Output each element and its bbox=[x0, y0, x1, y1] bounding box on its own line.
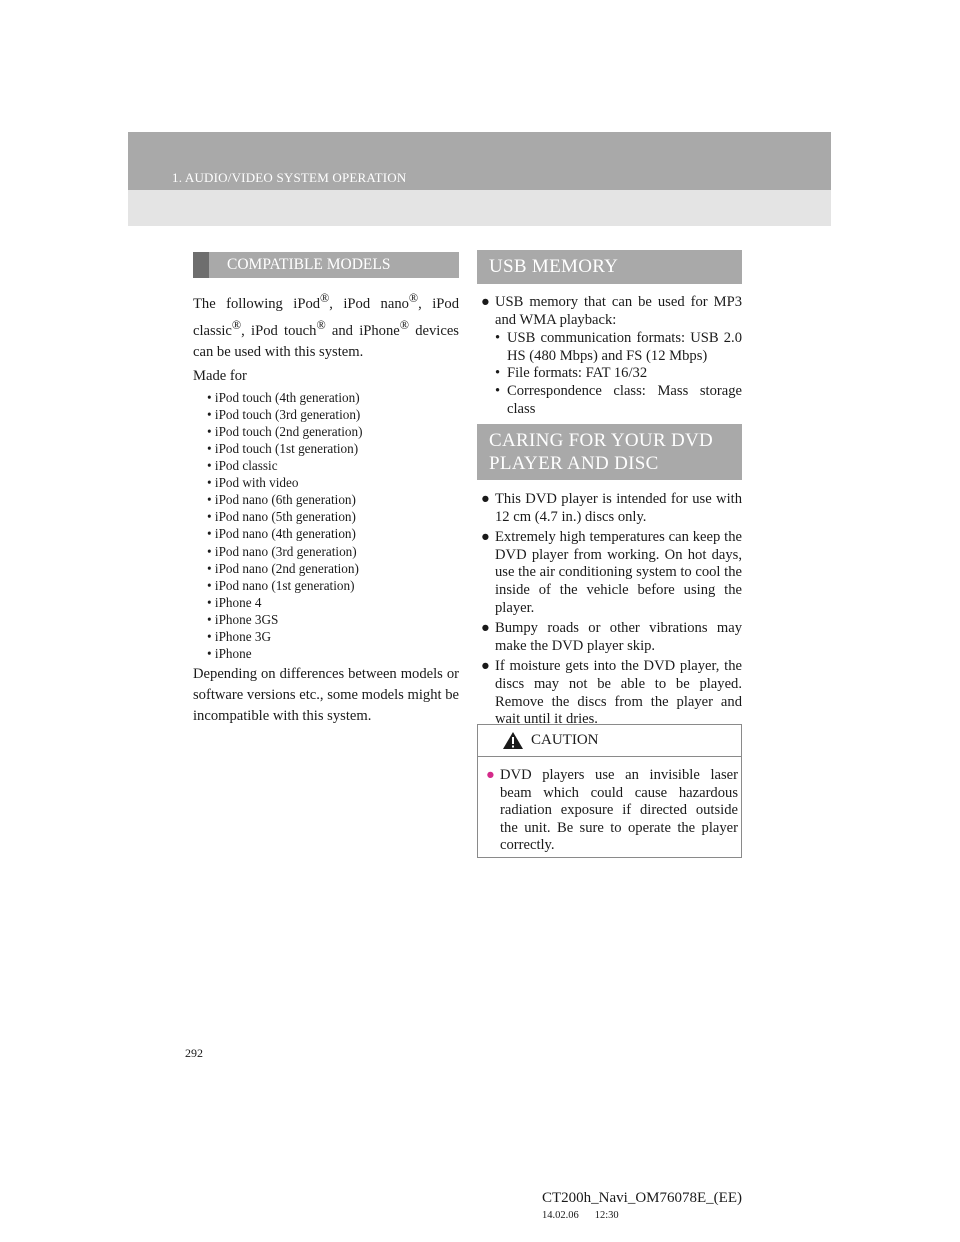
dot: • bbox=[207, 389, 212, 405]
intro-text: devices can be used with this system. bbox=[193, 322, 459, 360]
bullet-text: Extremely high temperatures can keep the DVD player from working. On hot days, use the air conditioning system to cool the inside of the vehicle before using the player. bbox=[495, 529, 742, 616]
registered-mark: ® bbox=[231, 317, 242, 332]
dot: • bbox=[207, 509, 212, 525]
list-item bbox=[481, 658, 742, 728]
list-item bbox=[207, 423, 459, 440]
heading-text: COMPATIBLE MODELS bbox=[227, 256, 391, 273]
model-name: iPod nano (6th generation) bbox=[214, 492, 356, 508]
dot: • bbox=[495, 365, 501, 382]
registered-mark: ® bbox=[408, 291, 419, 305]
dot: • bbox=[207, 629, 212, 645]
list-item bbox=[481, 529, 742, 617]
model-name: iPod touch (1st generation) bbox=[214, 441, 359, 456]
list-item bbox=[207, 508, 459, 525]
list-item bbox=[495, 383, 742, 418]
dvd-care-section bbox=[481, 491, 742, 732]
intro-text: , iPod nano bbox=[329, 295, 409, 312]
bullet: ● bbox=[481, 491, 490, 507]
caution-box bbox=[477, 724, 742, 858]
model-name: iPod touch (4th generation) bbox=[214, 389, 360, 405]
dot: • bbox=[207, 475, 212, 491]
dot: • bbox=[207, 577, 212, 593]
list-item bbox=[207, 440, 459, 457]
registered-mark: ® bbox=[320, 291, 330, 305]
caution-body bbox=[486, 767, 738, 855]
header-band bbox=[128, 132, 831, 190]
bullet-text: This DVD player is intended for use with 12 cm (4.7 in.) discs only. bbox=[495, 491, 742, 525]
intro-text: The following iPod bbox=[193, 295, 321, 312]
dot: • bbox=[207, 560, 212, 576]
list-item bbox=[207, 594, 459, 611]
model-name: iPod nano (4th generation) bbox=[214, 526, 356, 542]
warning-icon bbox=[502, 731, 524, 750]
registered-mark: ® bbox=[399, 317, 409, 332]
list-item bbox=[207, 491, 459, 508]
dot: • bbox=[207, 543, 212, 559]
list-item bbox=[486, 767, 738, 855]
heading-tab bbox=[193, 252, 209, 278]
list-item bbox=[207, 525, 459, 542]
model-name: iPod classic bbox=[214, 458, 278, 474]
bullet-text: If moisture gets into the DVD player, the discs may not be able to be played. Remove the discs from the player and wait until it dries. bbox=[495, 658, 742, 728]
bullet: ● bbox=[481, 658, 490, 675]
dot: • bbox=[207, 458, 212, 474]
list-item bbox=[495, 365, 742, 383]
compatible-models-section bbox=[193, 288, 459, 727]
list-item bbox=[207, 645, 459, 662]
compatible-models-heading bbox=[193, 252, 459, 278]
list-item bbox=[481, 294, 742, 329]
dot: • bbox=[207, 526, 212, 542]
model-name: iPod touch (2nd generation) bbox=[214, 423, 363, 439]
heading-text-line1: CARING FOR YOUR DVD bbox=[489, 430, 714, 451]
usb-memory-section bbox=[481, 294, 742, 418]
list-item bbox=[207, 611, 459, 628]
intro-text: , iPod touch bbox=[241, 322, 317, 339]
list-item bbox=[207, 389, 459, 406]
registered-mark: ® bbox=[316, 317, 326, 332]
intro-paragraph bbox=[193, 288, 459, 363]
spec-text: USB communication formats: USB 2.0 HS (480 Mbps) and FS (12 Mbps) bbox=[507, 330, 742, 364]
caution-text: DVD players use an invisible laser beam which could cause hazardous radiation exposure if directed outside the unit. Be sure to operate the player correctly. bbox=[500, 767, 738, 854]
model-name: iPhone 3G bbox=[214, 629, 271, 645]
model-name: iPhone 4 bbox=[214, 594, 262, 610]
usb-memory-heading bbox=[477, 250, 742, 284]
bullet: ● bbox=[481, 294, 490, 310]
list-item bbox=[207, 457, 459, 474]
header-sub-band bbox=[128, 190, 831, 226]
spec-text: Correspondence class: Mass storage class bbox=[507, 382, 742, 417]
list-item bbox=[207, 543, 459, 560]
list-item bbox=[481, 491, 742, 526]
dot: • bbox=[207, 646, 212, 662]
document-timestamp bbox=[542, 1210, 619, 1221]
dvd-care-heading bbox=[477, 424, 742, 480]
heading-text: USB MEMORY bbox=[489, 256, 619, 277]
list-item bbox=[207, 628, 459, 645]
dot: • bbox=[207, 594, 212, 610]
document-id: CT200h_Navi_OM76078E_(EE) bbox=[542, 1190, 742, 1206]
bullet: ● bbox=[486, 767, 495, 783]
dot: • bbox=[495, 382, 501, 399]
dot: • bbox=[207, 492, 212, 508]
list-item bbox=[207, 577, 459, 594]
list-item bbox=[207, 474, 459, 491]
heading-text-line2: PLAYER AND DISC bbox=[489, 453, 659, 474]
model-list bbox=[207, 389, 459, 663]
model-name: iPod nano (5th generation) bbox=[214, 509, 356, 525]
bullet-text: USB memory that can be used for MP3 and WMA playback: bbox=[495, 294, 742, 328]
caution-label: CAUTION bbox=[531, 732, 599, 748]
model-name: iPod nano (3rd generation) bbox=[214, 543, 357, 559]
model-name: iPod with video bbox=[214, 475, 299, 491]
chapter-title: 1. AUDIO/VIDEO SYSTEM OPERATION bbox=[172, 170, 407, 185]
dot: • bbox=[207, 441, 212, 456]
model-name: iPod nano (2nd generation) bbox=[214, 560, 359, 576]
bullet: ● bbox=[481, 620, 490, 637]
model-name: iPod touch (3rd generation) bbox=[214, 406, 361, 422]
dot: • bbox=[207, 406, 212, 422]
caution-header bbox=[478, 725, 741, 757]
intro-text: , iPod classic bbox=[193, 295, 460, 339]
bullet: ● bbox=[481, 529, 490, 546]
bullet-text: Bumpy roads or other vibrations may make the DVD player skip. bbox=[495, 620, 742, 654]
usb-spec-list bbox=[495, 330, 742, 418]
list-item bbox=[207, 560, 459, 577]
date: 14.02.06 bbox=[542, 1210, 579, 1221]
closing-paragraph: Depending on differences between models or software versions etc., some models might be incompatible with this system. bbox=[193, 666, 459, 725]
dot: • bbox=[495, 330, 501, 347]
spec-text: File formats: FAT 16/32 bbox=[507, 365, 648, 382]
page-number: 292 bbox=[185, 1046, 203, 1060]
list-item bbox=[495, 330, 742, 365]
dot: • bbox=[207, 611, 212, 627]
dot: • bbox=[207, 423, 212, 439]
list-item bbox=[481, 620, 742, 655]
made-for-label: Made for bbox=[193, 367, 247, 384]
model-name: iPod nano (1st generation) bbox=[214, 577, 355, 593]
list-item bbox=[207, 406, 459, 423]
model-name: iPhone 3GS bbox=[214, 611, 279, 627]
model-name: iPhone bbox=[214, 646, 252, 662]
time: 12:30 bbox=[594, 1210, 619, 1221]
intro-text: and iPhone bbox=[325, 322, 400, 339]
